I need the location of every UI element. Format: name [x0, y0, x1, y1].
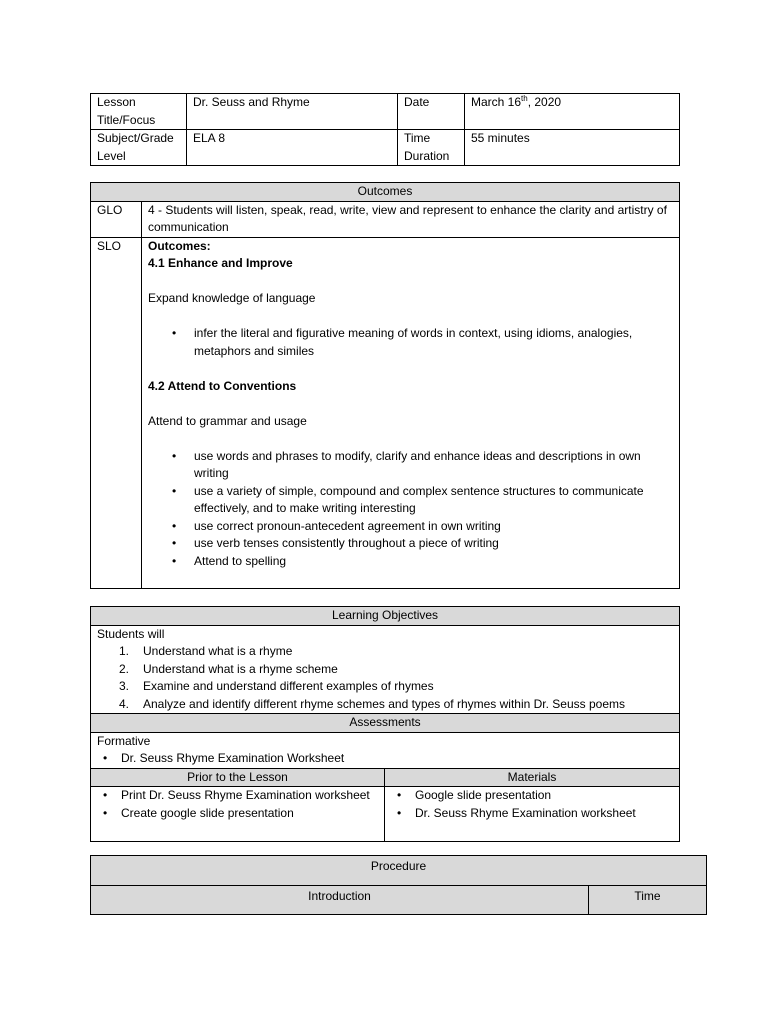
glo-text: 4 - Students will listen, speak, read, write, view and represent to enhance the clarity and artistry of communication: [142, 201, 680, 237]
bullet-icon: •: [172, 483, 177, 498]
time-duration-label: Time Duration: [398, 130, 465, 166]
bullet-icon: •: [172, 553, 177, 568]
bullet-icon: •: [397, 788, 402, 802]
bullet-icon: •: [103, 788, 108, 802]
date-value: [465, 94, 680, 130]
slo-intro: Outcomes:: [148, 238, 211, 253]
date-label: Date: [398, 94, 465, 130]
lesson-title-value: Dr. Seuss and Rhyme: [187, 94, 398, 130]
introduction-heading: Introduction: [91, 886, 589, 915]
time-heading: Time: [589, 886, 707, 915]
learning-objectives-table: [90, 606, 680, 842]
subject-grade-label: Subject/Grade Level: [91, 130, 187, 166]
assessments-content: [91, 732, 680, 768]
glo-label: GLO: [91, 201, 142, 237]
list-item: • use a variety of simple, compound and complex sentence structures to communicate effectively, and to make writing interesting: [172, 483, 644, 515]
list-item: 4. Analyze and identify different rhyme schemes and types of rhymes within Dr. Seuss poems: [119, 696, 626, 711]
list-item: • use correct pronoun-antecedent agreement in own writing: [148, 518, 673, 536]
section-title-4-2: 4.2 Attend to Conventions: [148, 378, 297, 393]
lesson-title-label: Lesson Title/Focus: [91, 94, 187, 130]
list-item: • Print Dr. Seuss Rhyme Examination worksheet: [97, 787, 378, 805]
section-sub-4-2: Attend to grammar and usage: [148, 413, 307, 428]
list-item: • Create google slide presentation: [97, 805, 378, 823]
outcomes-heading: Outcomes: [91, 183, 680, 202]
assessments-heading: Assessments: [91, 714, 680, 733]
list-item: • Google slide presentation: [391, 787, 673, 805]
list-item: • Dr. Seuss Rhyme Examination Worksheet: [97, 750, 673, 768]
materials-heading: Materials: [385, 768, 680, 787]
bullet-icon: •: [103, 751, 108, 765]
subject-grade-value: ELA 8: [187, 130, 398, 166]
procedure-table: [90, 855, 707, 915]
bullet-icon: •: [172, 448, 177, 463]
list-item: 3. Examine and understand different examples of rhymes: [119, 679, 434, 693]
procedure-heading: Procedure: [91, 856, 707, 886]
list-item: 1. Understand what is a rhyme: [119, 644, 293, 658]
lesson-header-table: [90, 93, 680, 166]
list-item: • use verb tenses consistently throughout a piece of writing: [148, 535, 673, 553]
bullet-icon: •: [172, 518, 177, 533]
bullet-icon: •: [397, 805, 402, 820]
objectives-list: [97, 643, 673, 713]
list-item: • Attend to spelling: [148, 553, 673, 571]
list-item: • infer the literal and figurative meaning of words in context, using idioms, analogies, metaphors and similes: [172, 326, 633, 358]
date-main: March 16: [471, 95, 522, 109]
objectives-intro: Students will: [97, 626, 165, 641]
section-title-4-1: 4.1 Enhance and Improve: [148, 256, 293, 270]
section-list-4-1: [148, 325, 673, 360]
slo-content: [142, 237, 680, 588]
slo-label: SLO: [91, 237, 142, 588]
section-sub-4-1: Expand knowledge of language: [148, 291, 316, 305]
objectives-content: [91, 625, 680, 714]
assessments-list: [97, 750, 673, 768]
bullet-icon: •: [103, 805, 108, 820]
prior-content: [91, 787, 385, 842]
materials-list: [391, 787, 673, 822]
bullet-icon: •: [172, 536, 177, 550]
prior-heading: Prior to the Lesson: [91, 768, 385, 787]
section-list-4-2: [148, 448, 673, 571]
date-suffix: th: [521, 94, 528, 103]
list-item: 2. Understand what is a rhyme scheme: [119, 661, 338, 676]
bullet-icon: •: [172, 326, 177, 340]
materials-content: [385, 787, 680, 842]
assessment-type: Formative: [97, 733, 151, 748]
prior-list: [97, 787, 378, 822]
time-duration-value: 55 minutes: [465, 130, 680, 166]
date-year: , 2020: [527, 95, 562, 109]
list-item: • use words and phrases to modify, clarify and enhance ideas and descriptions in own writing: [172, 448, 641, 480]
learning-objectives-heading: Learning Objectives: [91, 607, 680, 626]
outcomes-table: [90, 182, 680, 589]
list-item: • Dr. Seuss Rhyme Examination worksheet: [391, 805, 673, 823]
